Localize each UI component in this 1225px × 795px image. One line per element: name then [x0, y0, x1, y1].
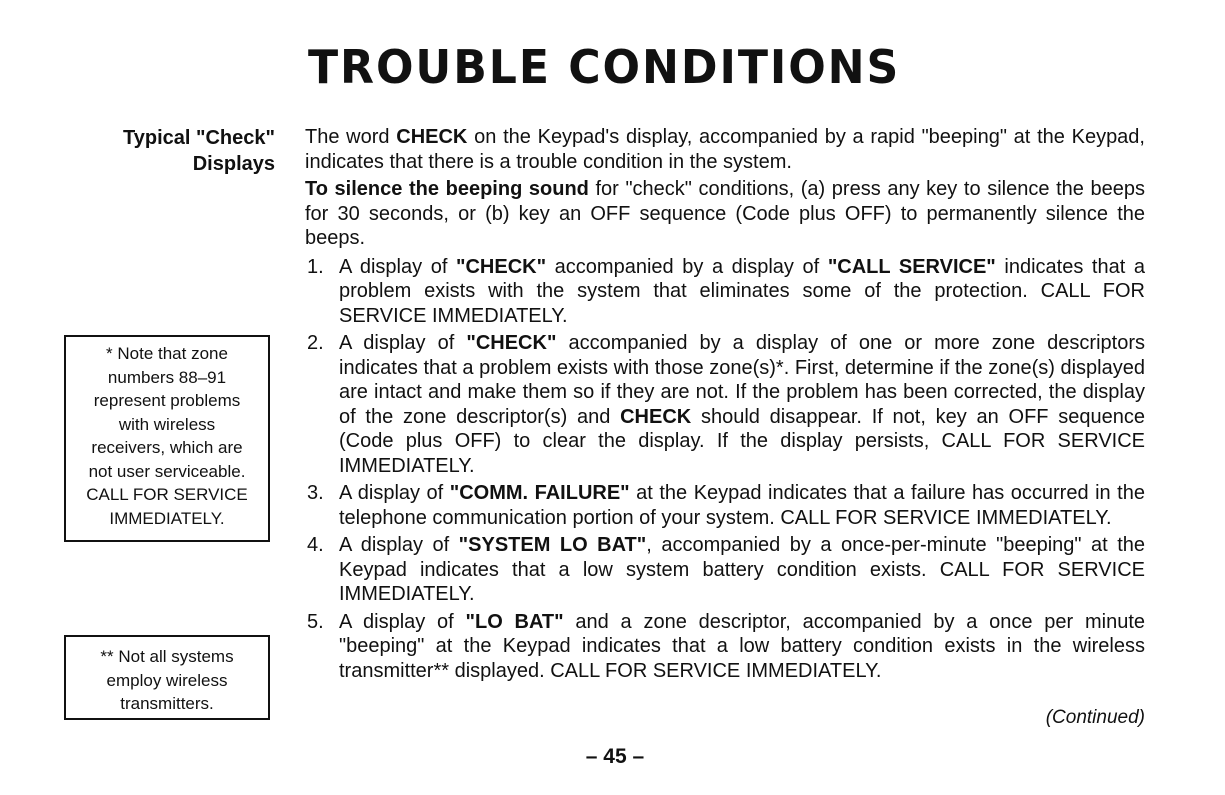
intro-paragraph-1	[305, 125, 1145, 174]
list-item	[305, 255, 1145, 329]
item-text: and a zone descriptor, accompanied by a once per minute "beeping" at the Keypad indicates that a low battery condition exists in the wireless transmitter** displayed. CALL FOR SERVICE IMMEDIATELY.	[339, 610, 1146, 682]
item-text: A display of	[339, 482, 450, 504]
side-heading-line-1: Typical "Check"	[123, 127, 275, 149]
item-text: at the Keypad indicates that a failure has occurred in the telephone communication portion of your system. CALL FOR SERVICE IMMEDIATELY.	[339, 482, 1145, 529]
note-line: numbers 88–91	[107, 367, 227, 387]
continued-label: (Continued)	[1045, 707, 1145, 728]
zone-note-box	[64, 335, 270, 542]
intro-bold: CHECK	[396, 126, 468, 148]
item-text: , accompanied by a once-per-minute "beeping" at the Keypad indicates that a low system battery condition exists. CALL FOR SERVICE IMMEDIATELY.	[339, 534, 1145, 605]
item-text: A display of	[339, 255, 456, 278]
list-number: 5.	[307, 610, 324, 633]
item-bold: "LO BAT"	[465, 610, 564, 633]
item-text: indicates that a problem exists with the system that eliminates some of the protection. CALL FOR SERVICE IMMEDIATELY.	[339, 255, 1145, 327]
item-bold: "CALL SERVICE"	[827, 255, 996, 278]
item-text: accompanied by a display of	[546, 255, 828, 278]
wireless-note-box	[64, 635, 270, 720]
note-line: ** Not all systems	[100, 647, 234, 666]
item-text: should disappear. If not, key an OFF sequence (Code plus OFF) to clear the display. If the display persists, CALL FOR SERVICE IMMEDIATELY.	[339, 405, 1145, 477]
intro-bold: To silence the beeping sound	[305, 178, 589, 200]
note-line: IMMEDIATELY.	[109, 508, 225, 528]
item-text: A display of	[339, 610, 466, 633]
page-number: – 45 –	[585, 745, 645, 768]
note-line: represent problems	[93, 391, 241, 410]
item-bold: "CHECK"	[466, 332, 557, 354]
note-line: employ wireless	[106, 670, 228, 690]
item-text: A display of	[339, 534, 459, 556]
item-bold: "CHECK"	[455, 255, 547, 278]
item-bold: CHECK	[620, 405, 692, 428]
item-bold: "COMM. FAILURE"	[449, 482, 630, 504]
check-display-list	[305, 255, 1145, 684]
page-title: TROUBLE CONDITIONS	[308, 40, 901, 94]
list-number: 3.	[307, 482, 324, 504]
list-item	[305, 610, 1145, 684]
side-heading-line-2: Displays	[192, 153, 275, 175]
item-text: A display of	[339, 332, 467, 354]
list-item	[305, 533, 1145, 607]
item-bold: "SYSTEM LO BAT"	[458, 534, 647, 556]
side-heading	[60, 125, 275, 177]
note-line: transmitters.	[120, 694, 214, 713]
list-number: 4.	[307, 534, 324, 556]
note-line: * Note that zone	[106, 344, 228, 363]
list-item	[305, 331, 1145, 478]
note-line: not user serviceable.	[88, 461, 246, 481]
note-line: receivers, which are	[91, 438, 243, 457]
intro-text: The word	[305, 126, 397, 148]
intro-text: on the Keypad's display, accompanied by a rapid "beeping" at the Keypad, indicates that there is a trouble condition in the system.	[305, 126, 1145, 173]
note-line: CALL FOR SERVICE	[86, 485, 248, 504]
list-item	[305, 481, 1145, 530]
item-text: accompanied by a display of one or more zone descriptors indicates that a problem exists with those zone(s)*. First, determine if the zone(s) displayed are intact and make them so if they are not. If the problem has been corrected, the display of the zone descriptor(s) and	[339, 332, 1145, 428]
main-content	[305, 125, 1145, 686]
intro-paragraph-2	[305, 177, 1145, 251]
intro-text: for "check" conditions, (a) press any key to silence the beeps for 30 seconds, or (b) key an OFF sequence (Code plus OFF) to permanently silence the beeps.	[305, 178, 1145, 249]
list-number: 1.	[307, 255, 324, 278]
list-number: 2.	[307, 332, 324, 354]
note-line: with wireless	[118, 414, 216, 434]
